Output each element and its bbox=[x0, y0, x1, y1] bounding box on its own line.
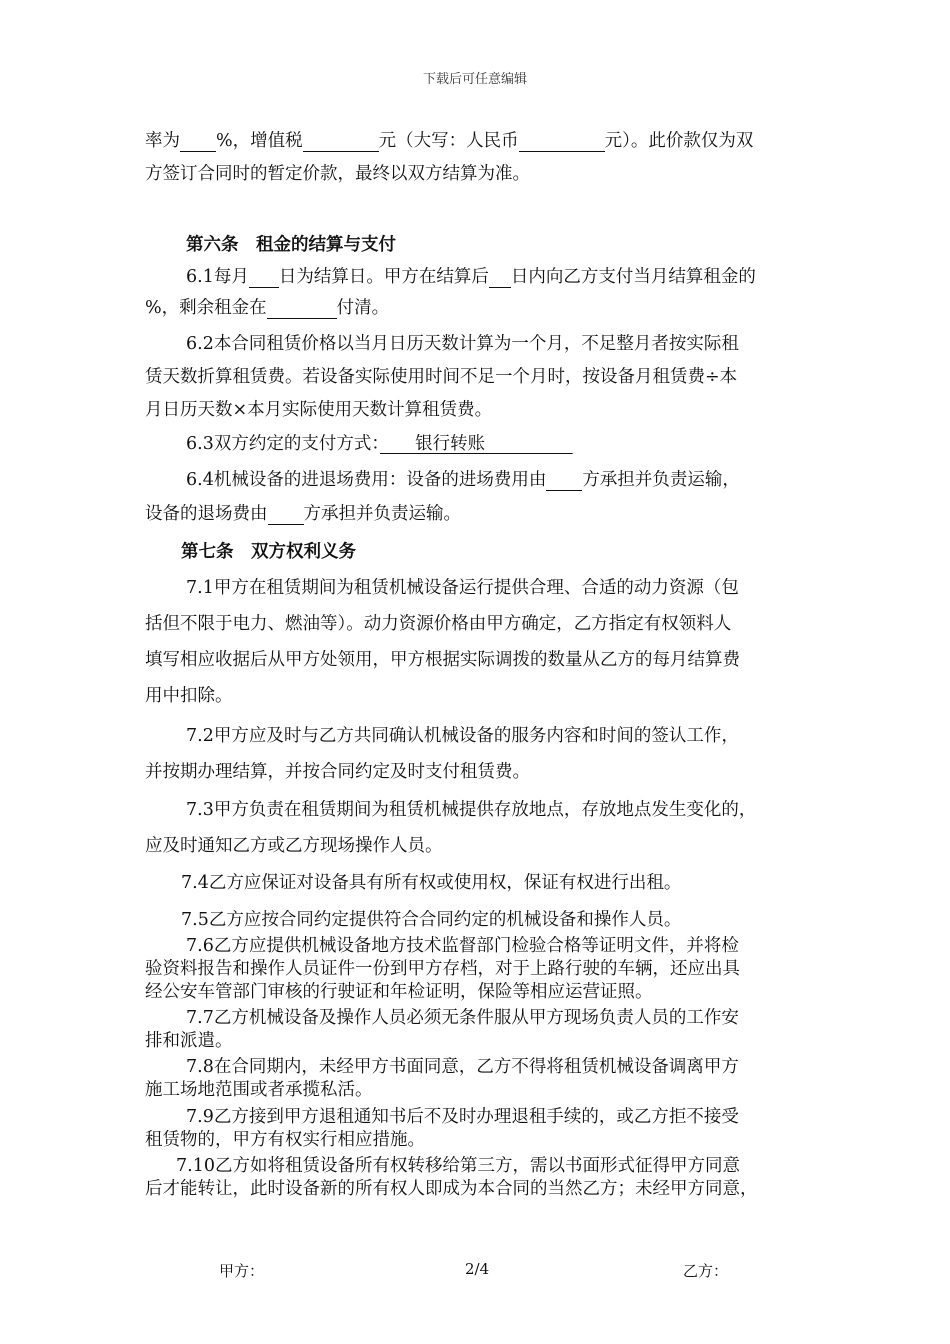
clause-7-2-line: 7.2甲方应及时与乙方共同确认机械设备的服务内容和时间的签认工作， bbox=[186, 726, 739, 746]
text-run: 方承担并负责运输。 bbox=[303, 504, 461, 524]
clause-7-6-line: 经公安车管部门审核的行驶证和年检证明，保险等相应运营证照。 bbox=[145, 982, 653, 1002]
blank-line bbox=[267, 300, 337, 319]
clause-7-1-line: 填写相应收据后从甲方处领用，甲方根据实际调拨的数量从乙方的每月结算费 bbox=[145, 650, 740, 670]
clause-7-1-line: 用中扣除。 bbox=[145, 686, 233, 706]
clause-7-2-line: 并按期办理结算，并按合同约定及时支付租赁费。 bbox=[145, 762, 530, 782]
text-run: 付清。 bbox=[336, 298, 390, 318]
clause-7-8-line: 7.8在合同期内，未经甲方书面同意，乙方不得将租赁机械设备调离甲方 bbox=[186, 1057, 739, 1077]
text-run: 6.3双方约定的支付方式： bbox=[186, 434, 381, 454]
text-run: 方承担并负责运输， bbox=[582, 470, 740, 490]
clause-7-10-line: 7.10乙方如将租赁设备所有权转移给第三方，需以书面形式征得甲方同意 bbox=[176, 1156, 740, 1176]
blank-line bbox=[249, 269, 279, 288]
article-6-heading: 第六条 租金的结算与支付 bbox=[186, 235, 396, 255]
text-run: 6.4机械设备的进退场费用：设备的进场费用由 bbox=[186, 470, 547, 490]
clause-7-10-line: 后才能转让，此时设备新的所有权人即成为本合同的当然乙方；未经甲方同意， bbox=[145, 1179, 758, 1199]
text-run: 6.1每月 bbox=[186, 267, 249, 287]
article-7-heading: 第七条 双方权利义务 bbox=[181, 542, 356, 562]
intro-line-2: 方签订合同时的暂定价款，最终以双方结算为准。 bbox=[145, 164, 530, 184]
text-run: 元（大写：人民币 bbox=[378, 131, 519, 151]
clause-6-4-line-2 bbox=[145, 500, 813, 525]
text-run: %，增值税 bbox=[216, 131, 303, 151]
clause-7-1-line: 7.1甲方在租赁期间为租赁机械设备运行提供合理、合适的动力资源（包 bbox=[186, 578, 739, 598]
clause-6-2-line-2: 赁天数折算租赁费。若设备实际使用时间不足一个月时，按设备月租赁费÷本 bbox=[145, 367, 738, 387]
footer-party-b: 乙方： bbox=[683, 1262, 729, 1280]
text-run: 元）。此价款仅为双 bbox=[604, 131, 754, 151]
text-run: 日为结算日。甲方在结算后 bbox=[278, 267, 489, 287]
clause-6-1-line-2 bbox=[145, 294, 813, 319]
clause-6-4-line-1 bbox=[186, 466, 814, 491]
clause-7-3-line: 应及时通知乙方或乙方现场操作人员。 bbox=[145, 836, 443, 856]
clause-7-1-line: 括但不限于电力、燃油等）。动力资源价格由甲方确定，乙方指定有权领料人 bbox=[145, 614, 732, 634]
clause-6-3 bbox=[186, 430, 814, 455]
clause-7-3-line: 7.3甲方负责在租赁期间为租赁机械提供存放地点，存放地点发生变化的， bbox=[186, 800, 757, 820]
clause-7-5: 7.5乙方应按合同约定提供符合合同约定的机械设备和操作人员。 bbox=[181, 910, 682, 930]
blank-line bbox=[268, 506, 304, 525]
clause-7-6-line: 验资料报告和操作人员证件一份到甲方存档，对于上路行驶的车辆，还应出具 bbox=[145, 959, 740, 979]
blank-line bbox=[180, 133, 216, 152]
clause-7-6-line: 7.6乙方应提供机械设备地方技术监督部门检验合格等证明文件，并将检 bbox=[186, 936, 739, 956]
clause-7-4: 7.4乙方应保证对设备具有所有权或使用权，保证有权进行出租。 bbox=[181, 873, 682, 893]
clause-7-7-line: 7.7乙方机械设备及操作人员必须无条件服从甲方现场负责人员的工作安 bbox=[186, 1008, 739, 1028]
clause-6-2-line-1: 6.2本合同租赁价格以当月日历天数计算为一个月，不足整月者按实际租 bbox=[186, 334, 739, 354]
clause-6-2-line-3: 月日历天数×本月实际使用天数计算租赁费。 bbox=[145, 400, 493, 420]
clause-7-7-line: 排和派遣。 bbox=[145, 1031, 233, 1051]
text-run: %，剩余租金在 bbox=[145, 298, 267, 318]
clause-6-1-line-1 bbox=[186, 263, 814, 288]
footer-party-a: 甲方： bbox=[219, 1262, 265, 1280]
blank-line bbox=[489, 269, 511, 288]
blank-line bbox=[546, 472, 582, 491]
text-run: 设备的退场费由 bbox=[145, 504, 268, 524]
payment-method-value: 银行转账 bbox=[380, 434, 573, 454]
clause-7-9-line: 租赁物的，甲方有权实行相应措施。 bbox=[145, 1130, 425, 1150]
clause-7-8-line: 施工场地范围或者承揽私活。 bbox=[145, 1080, 373, 1100]
blank-line bbox=[519, 133, 605, 152]
blank-line bbox=[303, 133, 379, 152]
intro-line-1 bbox=[145, 127, 813, 152]
footer-page-number: 2/4 bbox=[465, 1260, 490, 1278]
text-run: 日内向乙方支付当月结算租金的 bbox=[510, 267, 756, 287]
page-header: 下载后可任意编辑 bbox=[422, 72, 527, 87]
text-run: 率为 bbox=[145, 131, 180, 151]
clause-7-9-line: 7.9乙方接到甲方退租通知书后不及时办理退租手续的，或乙方拒不接受 bbox=[186, 1107, 739, 1127]
